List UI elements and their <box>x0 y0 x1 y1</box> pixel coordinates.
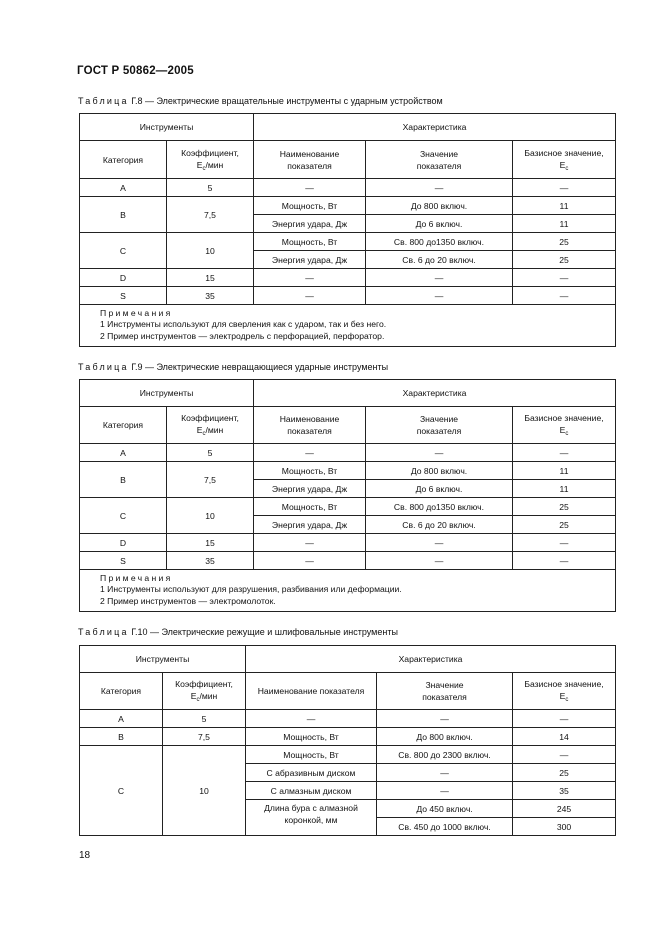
name-cell: Энергия удара, Дж <box>254 215 366 233</box>
value-cell: До 450 включ. <box>377 800 513 818</box>
table-9-caption <box>78 362 388 372</box>
base-cell: 25 <box>513 233 616 251</box>
table-row <box>80 462 616 480</box>
category-cell: A <box>80 179 167 197</box>
table-row <box>80 233 616 251</box>
indicator-value-header: Значение показателя <box>366 141 513 179</box>
value-cell: — <box>366 534 513 552</box>
table-8-caption <box>78 96 443 106</box>
name-cell: — <box>254 444 366 462</box>
base-cell: 245 <box>513 800 616 818</box>
category-cell: C <box>80 746 163 836</box>
coefficient-cell: 15 <box>167 269 254 287</box>
name-cell: Энергия удара, Дж <box>254 516 366 534</box>
name-cell: — <box>254 269 366 287</box>
notes-title: Примечания <box>100 308 173 318</box>
category-cell: D <box>80 269 167 287</box>
value-cell: — <box>366 287 513 305</box>
category-header: Категория <box>80 141 167 179</box>
name-cell: Энергия удара, Дж <box>254 480 366 498</box>
table-row <box>80 444 616 462</box>
value-cell: Св. 450 до 1000 включ. <box>377 818 513 836</box>
page-number: 18 <box>79 850 91 861</box>
base-cell: 35 <box>513 782 616 800</box>
table-row <box>80 197 616 215</box>
coefficient-cell: 35 <box>167 552 254 570</box>
category-cell: B <box>80 197 167 233</box>
coefficient-cell: 5 <box>163 710 246 728</box>
coefficient-header: Коэффициент, $E_c$/мин <box>163 673 246 710</box>
note-1: 1 Инструменты используют для сверления как с ударом, так и без него. <box>100 319 387 330</box>
value-cell: — <box>377 782 513 800</box>
base-cell: 11 <box>513 480 616 498</box>
caption-word: Таблица <box>78 627 129 637</box>
name-cell: — <box>254 534 366 552</box>
name-cell: — <box>254 179 366 197</box>
category-cell: B <box>80 462 167 498</box>
base-cell: — <box>513 746 616 764</box>
name-cell: Мощность, Вт <box>254 233 366 251</box>
base-cell: — <box>513 710 616 728</box>
value-cell: — <box>377 710 513 728</box>
value-cell: До 800 включ. <box>366 197 513 215</box>
name-cell: С абразивным диском <box>246 764 377 782</box>
category-cell: D <box>80 534 167 552</box>
value-cell: Св. 6 до 20 включ. <box>366 516 513 534</box>
category-header: Категория <box>80 673 163 710</box>
base-cell: 25 <box>513 498 616 516</box>
coefficient-cell: 10 <box>167 233 254 269</box>
coefficient-cell: 7,5 <box>167 197 254 233</box>
indicator-name-header: Наименование показателя <box>254 407 366 444</box>
name-cell: Мощность, Вт <box>254 197 366 215</box>
category-cell: C <box>80 498 167 534</box>
caption-text: Г.9 — Электрические невращающиеся ударные инструменты <box>128 362 389 372</box>
instruments-header: Инструменты <box>80 380 254 407</box>
coefficient-cell: 35 <box>167 287 254 305</box>
caption-word: Таблица <box>78 96 129 106</box>
name-cell: — <box>254 287 366 305</box>
note-2: 2 Пример инструментов — электромолоток. <box>100 595 276 606</box>
table-notes <box>80 570 616 612</box>
coefficient-header: Коэффициент, $E_c$/мин <box>167 407 254 444</box>
indicator-value-header: Значение показателя <box>366 407 513 444</box>
coefficient-cell: 10 <box>163 746 246 836</box>
table-10-caption <box>78 627 398 637</box>
value-cell: До 800 включ. <box>377 728 513 746</box>
table-row <box>80 746 616 764</box>
category-cell: A <box>80 444 167 462</box>
base-cell: — <box>513 552 616 570</box>
value-cell: Св. 800 до1350 включ. <box>366 233 513 251</box>
value-cell: Св. 800 до1350 включ. <box>366 498 513 516</box>
table-row <box>80 552 616 570</box>
caption-word: Таблица <box>78 362 129 372</box>
table-9 <box>79 379 616 612</box>
base-cell: 300 <box>513 818 616 836</box>
table-row <box>80 710 616 728</box>
value-cell: — <box>366 269 513 287</box>
instruments-header: Инструменты <box>80 114 254 141</box>
coefficient-cell: 10 <box>167 498 254 534</box>
base-cell: 25 <box>513 764 616 782</box>
value-cell: — <box>366 179 513 197</box>
name-cell: С алмазным диском <box>246 782 377 800</box>
note-2: 2 Пример инструментов — электродрель с перфорацией, перфоратор. <box>100 330 385 341</box>
base-cell: — <box>513 287 616 305</box>
value-cell: До 6 включ. <box>366 215 513 233</box>
note-1: 1 Инструменты используют для разрушения, разбивания или деформации. <box>100 584 402 595</box>
name-cell: Мощность, Вт <box>246 728 377 746</box>
coefficient-cell: 5 <box>167 179 254 197</box>
characteristic-header: Характеристика <box>246 646 616 673</box>
characteristic-header: Характеристика <box>254 114 616 141</box>
indicator-name-header: Наименование показателя <box>254 141 366 179</box>
caption-text: Г.10 — Электрические режущие и шлифовальные инструменты <box>128 627 398 637</box>
category-cell: A <box>80 710 163 728</box>
table-row <box>80 287 616 305</box>
value-cell: Св. 6 до 20 включ. <box>366 251 513 269</box>
value-cell: До 800 включ. <box>366 462 513 480</box>
value-cell: — <box>377 764 513 782</box>
base-cell: 11 <box>513 462 616 480</box>
base-cell: — <box>513 269 616 287</box>
characteristic-header: Характеристика <box>254 380 616 407</box>
base-cell: — <box>513 534 616 552</box>
table-10 <box>79 645 616 836</box>
name-cell: — <box>246 710 377 728</box>
coefficient-cell: 7,5 <box>167 462 254 498</box>
base-cell: 11 <box>513 197 616 215</box>
table-row <box>80 534 616 552</box>
base-cell: — <box>513 444 616 462</box>
coefficient-cell: 5 <box>167 444 254 462</box>
coefficient-cell: 15 <box>167 534 254 552</box>
coefficient-header: Коэффициент, $E_c$/мин <box>167 141 254 179</box>
name-cell: Энергия удара, Дж <box>254 251 366 269</box>
indicator-name-header: Наименование показателя <box>246 673 377 710</box>
value-cell: — <box>366 444 513 462</box>
instruments-header: Инструменты <box>80 646 246 673</box>
base-cell: 11 <box>513 215 616 233</box>
base-cell: — <box>513 179 616 197</box>
table-row <box>80 498 616 516</box>
table-8 <box>79 113 616 347</box>
base-value-header: Базисное значение, $E_c$ <box>513 141 616 179</box>
document-header: ГОСТ Р 50862—2005 <box>77 65 194 77</box>
base-cell: 25 <box>513 251 616 269</box>
caption-text: Г.8 — Электрические вращательные инструменты с ударным устройством <box>128 96 443 106</box>
value-cell: До 6 включ. <box>366 480 513 498</box>
category-cell: S <box>80 552 167 570</box>
base-value-header: Базисное значение, $E_c$ <box>513 407 616 444</box>
notes-title: Примечания <box>100 573 173 583</box>
value-cell: Св. 800 до 2300 включ. <box>377 746 513 764</box>
value-cell: — <box>366 552 513 570</box>
table-row <box>80 179 616 197</box>
category-header: Категория <box>80 407 167 444</box>
base-value-header: Базисное значение, $E_c$ <box>513 673 616 710</box>
name-cell: Длина бура с алмазной коронкой, мм <box>246 800 377 836</box>
coefficient-cell: 7,5 <box>163 728 246 746</box>
indicator-value-header: Значение показателя <box>377 673 513 710</box>
table-row <box>80 728 616 746</box>
base-cell: 25 <box>513 516 616 534</box>
name-cell: Мощность, Вт <box>254 498 366 516</box>
category-cell: B <box>80 728 163 746</box>
base-cell: 14 <box>513 728 616 746</box>
category-cell: C <box>80 233 167 269</box>
name-cell: Мощность, Вт <box>254 462 366 480</box>
name-cell: Мощность, Вт <box>246 746 377 764</box>
name-cell: — <box>254 552 366 570</box>
table-row <box>80 269 616 287</box>
table-notes <box>80 305 616 347</box>
category-cell: S <box>80 287 167 305</box>
